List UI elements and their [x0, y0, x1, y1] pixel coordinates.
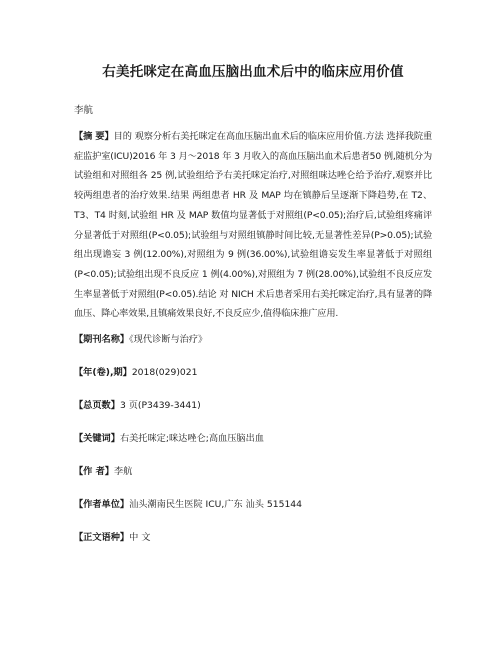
field-tag: 【年(卷),期】 — [74, 367, 132, 379]
author-name: 李航 — [74, 105, 94, 116]
field-tag: 【期刊名称】 — [74, 334, 130, 346]
field-tag: 【作 者】 — [74, 466, 114, 478]
field-value: 李航 — [113, 466, 133, 478]
abstract-tag: 【摘 要】 — [74, 131, 114, 142]
field-tag: 【总页数】 — [74, 400, 120, 412]
field-author-affiliation — [74, 498, 432, 512]
field-value: 3 页(P3439-3441) — [119, 400, 201, 412]
field-total-pages — [74, 399, 432, 413]
field-value: 中 文 — [129, 532, 151, 544]
page-title: 右美托咪定在高血压脑出血术后中的临床应用价值 — [102, 64, 404, 80]
field-value: 2018(029)021 — [131, 367, 198, 379]
field-value: 汕头潮南民生医院 ICU,广东 汕头 515144 — [129, 499, 302, 511]
abstract-section — [74, 127, 432, 324]
field-tag: 【关键词】 — [74, 433, 120, 445]
abstract-text: 目的 观察分析右美托咪定在高血压脑出血术后的临床应用价值.方法 选择我院重症监护室(ICU)2016 年 3 月～2018 年 3 月收入的高血压脑出血术后患者50 例,随机分为试验组和对照组各 25 例,试验组给予右美托咪定治疗,对照组咪达唑仑给予治疗,观察并比较两组患者的治疗效果.结果 两组患者 HR 及 MAP 均在镇静后呈逐渐下降趋势,在 T2、T3、T4 时刻,试验组 HR 及 MAP 数值均显著低于对照组(P<0.05);治疗后,试验组疼痛评分显著低于对照组(P<0.05);试验组与对照组镇静时间比较,无显著性差异(P>0.05);试验组出现谵妄 3 例(12.00%),对照组为 9 例(36.00%),试验组谵妄发生率显著低于对照组(P<0.05);试验组出现不良反应 1 例(4.00%),对照组为 7 例(28.00%),试验组不良反应发生率显著低于对照组(P<0.05).结论 对 NICH 术后患者采用右美托咪定治疗,具有显著的降血压、降心率效果,且镇痛效果良好,不良反应少,值得临床推广应用. — [74, 131, 432, 320]
field-value: 《现代诊断与治疗》 — [129, 334, 208, 346]
field-tag: 【正文语种】 — [74, 532, 130, 544]
field-year-volume-issue — [74, 366, 432, 380]
field-value: 右美托咪定;咪达唑仑;高血压脑出血 — [119, 433, 264, 445]
field-keywords — [74, 432, 432, 446]
field-language — [74, 531, 432, 545]
field-journal-name — [74, 333, 432, 347]
field-tag: 【作者单位】 — [74, 499, 130, 511]
field-authors — [74, 465, 432, 479]
